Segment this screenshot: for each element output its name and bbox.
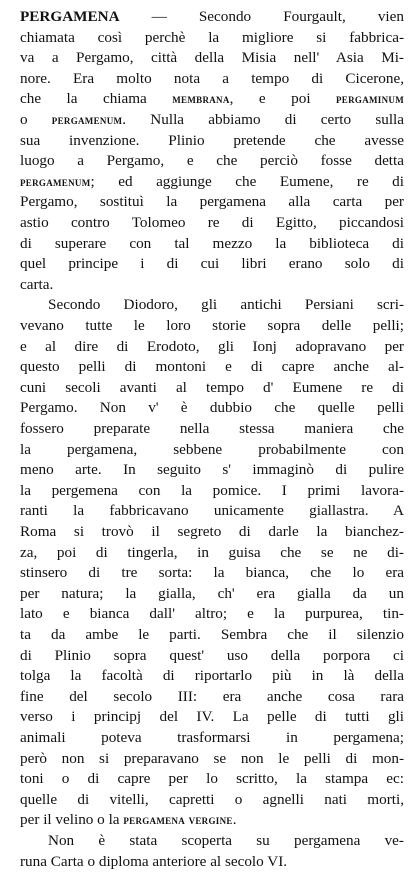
small-caps-term: pergamenum — [20, 173, 91, 189]
text-line — [20, 316, 404, 336]
text-line — [20, 398, 404, 418]
text-line — [20, 707, 404, 727]
text-run: meno arte. In seguito s' immaginò di pulire — [20, 461, 404, 479]
text-line — [20, 728, 404, 748]
text-run: runa Carta o diploma anteriore al secolo VI. — [20, 852, 288, 870]
small-caps-term: membrana — [172, 91, 230, 107]
text-line — [20, 213, 404, 233]
text-run: verso i principj del IV. La pelle di tutti gli — [20, 708, 404, 726]
text-run: va a Pergamo, città della Misia nell' Asia Mi- — [20, 49, 404, 67]
text-run: vevano tutte le loro storie sopra delle pelli; — [20, 317, 404, 334]
text-run: per natura; la gialla, ch' era gialla da un — [20, 584, 404, 602]
text-run: Roma si trovò il segreto di darle la bianchez- — [20, 523, 404, 540]
text-run: , e poi — [229, 90, 336, 108]
small-caps-term: pergamenum — [51, 112, 123, 127]
text-run: questo pelli di montoni e di capre anche al- — [20, 358, 404, 376]
headword: PERGAMENA — [20, 8, 120, 25]
text-line — [20, 48, 404, 68]
text-run: che la chiama — [20, 90, 173, 108]
small-caps-term: pergamena vergine — [123, 812, 233, 828]
text-run: e al dire di Erodoto, gli Ionj adopravano per — [20, 337, 404, 355]
text-run: di Plinio sopra quest' uso della porpora ci — [20, 646, 404, 664]
text-run: Pergamo. Non v' è dubbio che quelle pelli — [20, 399, 404, 417]
text-run: ranti la fabbricavano unicamente giallastra. A — [20, 502, 404, 520]
text-run: quel principe i di cui libri erano solo di — [20, 255, 404, 273]
text-run: la pergamena, sebbene probabilmente con — [20, 440, 404, 458]
text-line — [20, 769, 404, 789]
text-run: — Secondo Fourgault, vien — [119, 8, 404, 25]
text-run: Non è stata scoperta su pergamena ve- — [48, 832, 404, 849]
text-run: lato e bianca dall' altro; e la purpurea, tin- — [20, 605, 404, 623]
text-line — [20, 275, 404, 295]
text-run: fine del secolo III: era anche cosa rara — [20, 687, 404, 705]
text-line — [20, 28, 404, 48]
text-run: stinsero di tre sorta: la bianca, che lo era — [20, 564, 404, 582]
text-run: la pergemena con la pomice. I primi lavora- — [20, 481, 404, 499]
text-run: carta. — [20, 275, 54, 293]
text-run: Pergamo, sostituì la pergamena alla carta per — [20, 193, 404, 211]
small-caps-term: pergaminum — [336, 91, 404, 107]
text-run: però non si preparavano se non le pelli di mon- — [20, 749, 404, 767]
text-run: ta da ambe le parti. Sembra che il silenzio — [20, 626, 404, 643]
text-line — [20, 440, 404, 460]
text-run: tolga la facoltà di riportarlo più in là della — [20, 667, 404, 685]
text-line — [20, 131, 404, 151]
text-line — [20, 151, 404, 171]
text-run: animali poteva trasformarsi in pergamena; — [20, 729, 404, 746]
text-line — [20, 584, 404, 604]
text-run: astio contro Tolomeo re di Egitto, piccandosi — [20, 214, 404, 231]
text-line — [20, 852, 404, 872]
text-run: Secondo Diodoro, gli antichi Persiani scri- — [48, 296, 404, 314]
text-line — [20, 378, 404, 398]
text-run: fossero preparate nella stessa maniera che — [20, 420, 404, 437]
text-run: toni o di capre per lo scritto, la stampa ec: — [20, 770, 404, 788]
text-line — [20, 790, 404, 810]
text-line — [48, 295, 404, 315]
text-run: . Nulla abbiamo di certo sulla — [122, 111, 404, 128]
text-run: nore. Era molto nota a tempo di Cicerone, — [20, 69, 404, 87]
text-line — [20, 110, 404, 130]
text-run: quelle di vitelli, capretti o agnelli nati morti, — [20, 790, 404, 808]
text-line — [20, 172, 404, 192]
text-line — [20, 481, 404, 501]
text-run: di superare con tal mezzo la biblioteca di — [20, 234, 404, 252]
text-line — [20, 625, 404, 645]
text-line — [20, 666, 404, 686]
text-line — [20, 337, 404, 357]
text-line — [20, 501, 404, 521]
text-line — [20, 192, 404, 212]
text-line — [20, 89, 404, 109]
text-run: luogo a Pergamo, e che perciò fosse detta — [20, 152, 404, 170]
text-run: ; ed aggiunge che Eumene, re di — [90, 172, 404, 190]
text-line — [20, 69, 404, 89]
text-line — [20, 419, 404, 439]
text-run: . — [232, 811, 237, 829]
text-line — [20, 254, 404, 274]
text-line — [20, 460, 404, 480]
text-line — [20, 646, 404, 666]
text-line — [20, 543, 404, 563]
text-run: sua invenzione. Plinio pretende che avesse — [20, 131, 404, 149]
text-run: za, poi di tingerla, in guisa che se ne di- — [20, 543, 404, 561]
text-line — [20, 604, 404, 624]
text-run: o — [20, 111, 52, 128]
text-line — [20, 563, 404, 583]
text-run: per il velino o la — [20, 811, 124, 829]
text-line — [20, 234, 404, 254]
text-run: chiamata così perchè la migliore si fabbrica- — [20, 28, 404, 46]
text-run: cuni secoli avanti al tempo d' Eumene re di — [20, 378, 404, 396]
text-line — [20, 810, 404, 830]
text-line — [20, 687, 404, 707]
text-line — [48, 831, 404, 851]
text-line — [20, 522, 404, 542]
text-line — [20, 357, 404, 377]
text-line — [20, 749, 404, 769]
text-line — [20, 7, 404, 27]
